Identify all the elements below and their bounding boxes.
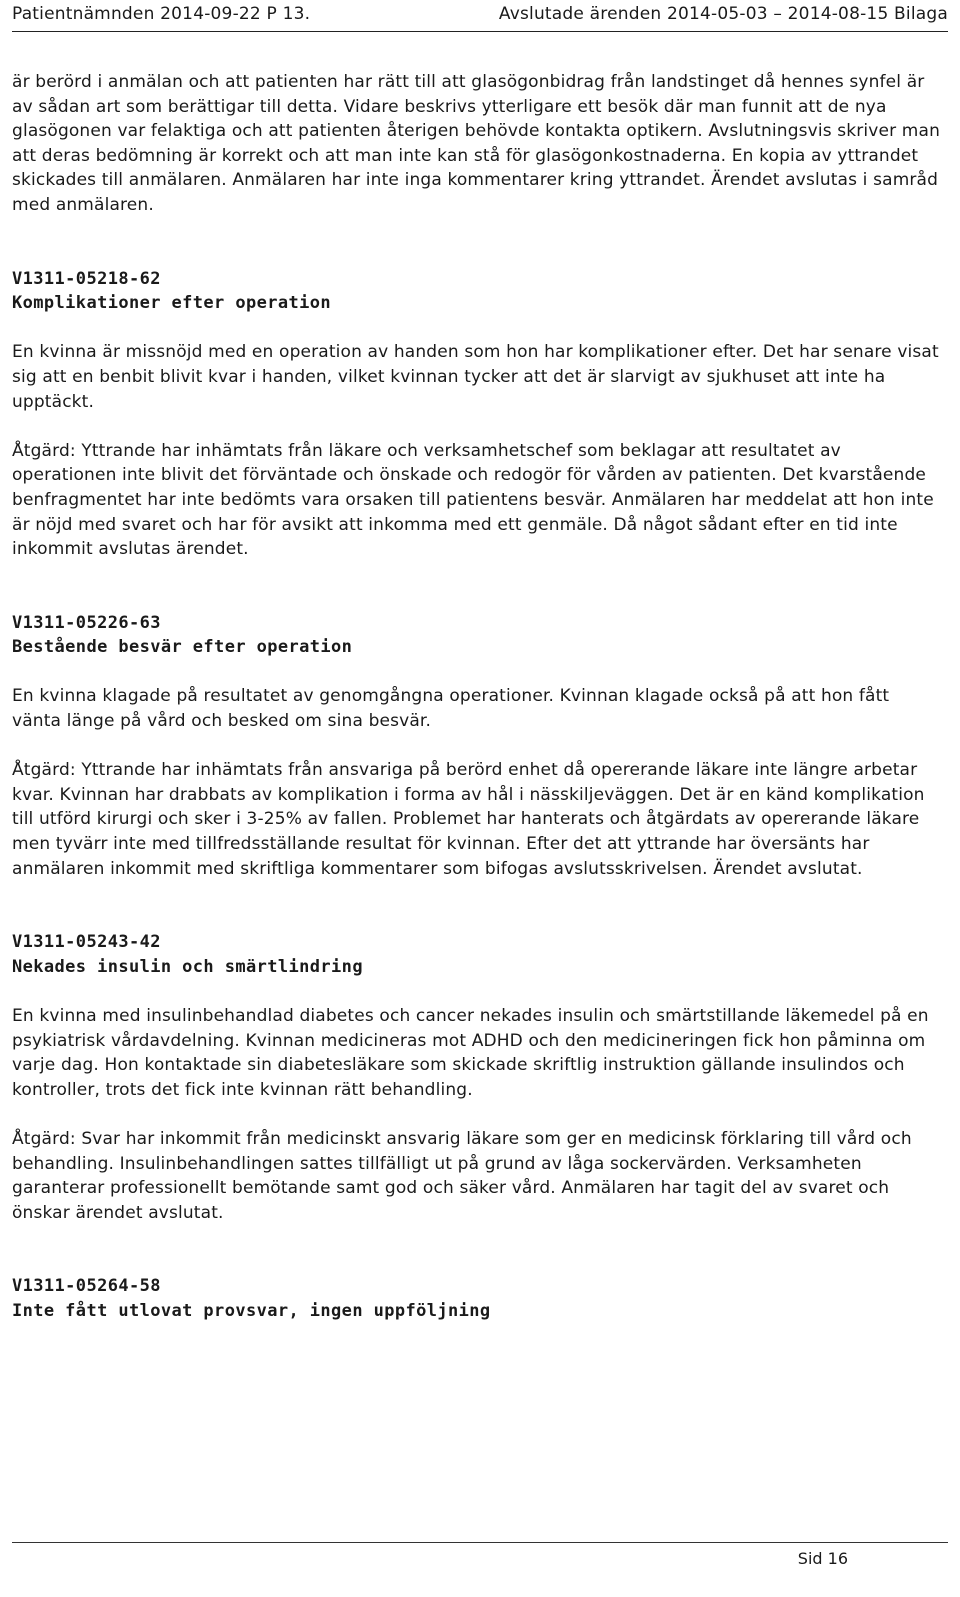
page-number: Sid 16 <box>797 1549 848 1568</box>
case-description: En kvinna med insulinbehandlad diabetes och cancer nekades insulin och smärtstillande läkemedel på en psykiatrisk vårdavdelning. Kvinnan medicineras mot ADHD och den medicineringen fick hon påminna om varje dag. Hon kontaktade sin diabetesläkare som skickade skriftlig instruktion gällande insulindos och kontroller, trots det fick inte kvinnan rätt behandling. <box>12 1006 929 1100</box>
case-id: V1311-05218-62 <box>12 268 161 289</box>
case-description: En kvinna är missnöjd med en operation av handen som hon har komplikationer efter. Det har senare visat sig att en benbit blivit kvar i handen, vilket kvinnan tycker att det är slarvigt av sjukhuset att inte ha upptäckt. <box>12 342 939 412</box>
case-title: Komplikationer efter operation <box>12 293 332 314</box>
case-id: V1311-05243-42 <box>12 932 161 953</box>
case-title: Inte fått utlovat provsvar, ingen uppföljning <box>12 1300 491 1321</box>
case-section <box>12 267 942 562</box>
case-title: Nekades insulin och smärtlindring <box>12 956 363 977</box>
case-section <box>12 1274 942 1323</box>
case-section <box>12 611 942 882</box>
header-divider <box>12 31 948 32</box>
case-title: Bestående besvär efter operation <box>12 637 353 658</box>
case-id: V1311-05226-63 <box>12 612 161 633</box>
case-section <box>12 930 942 1225</box>
case-action: Åtgärd: Svar har inkommit från medicinskt ansvarig läkare som ger en medicinsk förklaring till vård och behandling. Insulinbehandlingen sattes tillfälligt ut på grund av låga sockervärden. Verksamheten garanterar professionellt bemötande samt god och säker vård. Anmälaren har tagit del av svaret och önskar ärendet avslutat. <box>12 1128 912 1223</box>
case-id: V1311-05264-58 <box>12 1276 161 1297</box>
header-left-text: Patientnämnden 2014-09-22 P 13. <box>12 4 311 24</box>
case-action: Åtgärd: Yttrande har inhämtats från ansvariga på berörd enhet då opererande läkare inte längre arbetar kvar. Kvinnan har drabbats av komplikation i forma av hål i nässkiljeväggen. Det är en känd komplikation till utförd kirurgi och sker i 3-25% av fallen. Problemet har hanterats och åtgärdats av opererande läkare men tyvärr inte med tillfredsställande resultat för kvinnan. Efter det att yttrande har översänts har anmälaren inkommit med skriftliga kommentarer som bifogas avslutsskrivelsen. Ärendet avslutat. <box>12 760 925 879</box>
case-action: Åtgärd: Yttrande har inhämtats från läkare och verksamhetschef som beklagar att resultatet av operationen inte blivit det förväntade och önskade och redogör för vården av patienten. Det kvarstående benfragmentet har inte bedömts vara orsaken till patientens besvär. Anmälaren har meddelat att hon inte är nöjd med svaret och har för avsikt att inkomma med ett genmäle. Då något sådant efter en tid inte inkommit avslutas ärendet. <box>12 440 934 560</box>
header-right-text: Avslutade ärenden 2014-05-03 – 2014-08-15 Bilaga <box>498 4 948 24</box>
footer-divider <box>12 1542 948 1543</box>
page-header <box>12 0 948 28</box>
case-description: En kvinna klagade på resultatet av genomgångna operationer. Kvinnan klagade också på att hon fått vänta länge på vård och besked om sina besvär. <box>12 686 890 732</box>
intro-paragraph: är berörd i anmälan och att patienten har rätt till att glasögonbidrag från landstinget då hennes synfel är av sådan art som berättigar till detta. Vidare beskrivs ytterligare ett besök där man funnit att de nya glasögonen var felaktiga och att patienten återigen behövde kontakta optikern. Avslutningsvis skriver man att deras bedömning är korrekt och att man inte kan stå för glasögonkostnaderna. En kopia av yttrandet skickades till anmälaren. Anmälaren har inte inga kommentarer kring yttrandet. Ärendet avslutas i samråd med anmälaren. <box>12 72 941 215</box>
document-body <box>12 70 942 1324</box>
